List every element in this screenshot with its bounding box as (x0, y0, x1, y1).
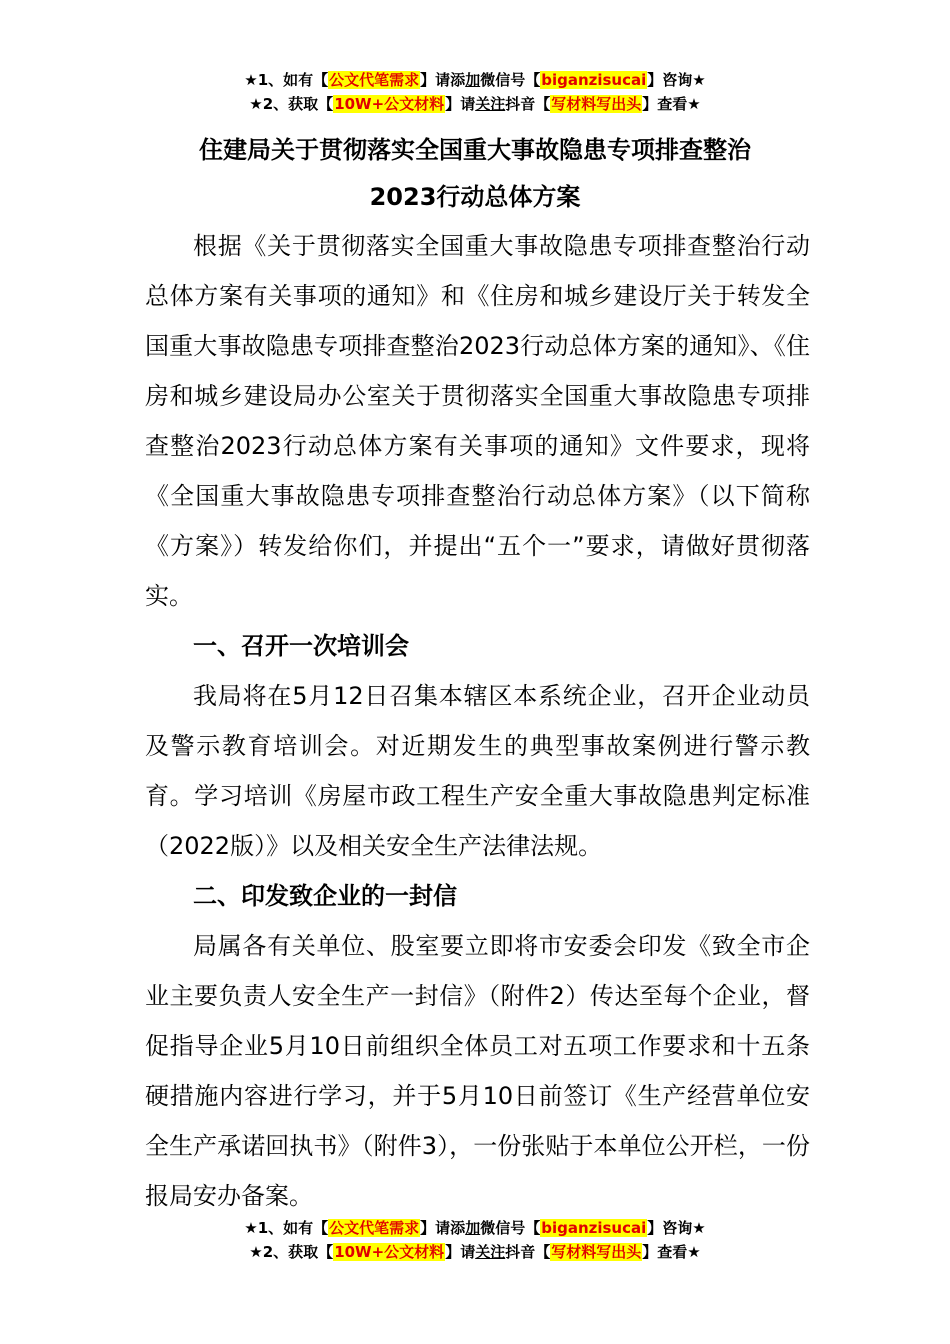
promo-text-underlined: 加 (465, 1219, 481, 1237)
promo-line-1 (0, 68, 950, 92)
document-title-line-1: 住建局关于贯彻落实全国重大事故隐患专项排查整治 (199, 136, 751, 164)
promo-line-2 (0, 1240, 950, 1264)
intro-paragraph: 根据《关于贯彻落实全国重大事故隐患专项排查整治行动总体方案有关事项的通知》和《住房和城乡建设厅关于转发全国重大事故隐患专项排查整治2023行动总体方案的通知》、《住房和城乡建设局办公室关于贯彻落实全国重大事故隐患专项排查整治2023行动总体方案有关事项的通知》文件要求，现将《全国重大事故隐患专项排查整治行动总体方案》（以下简称《方案》）转发给你们，并提出“五个一”要求，请做好贯彻落实。 (145, 232, 810, 610)
promo-text: 】咨询★ (647, 71, 706, 89)
section-1-paragraph: 我局将在5月12日召集本辖区本系统企业，召开企业动员及警示教育培训会。对近期发生的典型事故案例进行警示教育。学习培训《房屋市政工程生产安全重大事故隐患判定标准（2022版）》以及相关安全生产法律法规。 (145, 682, 810, 860)
section-2-paragraph: 局属各有关单位、股室要立即将市安委会印发《致全市企业主要负责人安全生产一封信》（附件2）传达至每个企业，督促指导企业5月10日前组织全体员工对五项工作要求和十五条硬措施内容进行学习，并于5月10日前签订《生产经营单位安全生产承诺回执书》（附件3），一份张贴于本单位公开栏，一份报局安办备案。 (145, 932, 810, 1210)
document-title-line-2: 2023行动总体方案 (369, 183, 581, 211)
promo-text: ★2、获取【 (249, 95, 334, 113)
promo-text: ★1、如有【 (244, 71, 329, 89)
promo-text: 抖音【 (505, 1243, 551, 1261)
promo-banner-top (0, 68, 950, 116)
promo-text: 】请添 (420, 71, 466, 89)
promo-text: ★1、如有【 (244, 1219, 329, 1237)
section-2-heading: 二、印发致企业的一封信 (193, 882, 457, 910)
promo-line-1 (0, 1216, 950, 1240)
promo-banner-bottom (0, 1216, 950, 1264)
promo-text: 】查看★ (642, 95, 701, 113)
promo-highlight-materials: 10W+公文材料 (334, 1243, 445, 1261)
promo-highlight-service: 公文代笔需求 (329, 71, 420, 89)
promo-text: ★2、获取【 (249, 1243, 334, 1261)
promo-text: 】请 (445, 1243, 476, 1261)
promo-highlight-wechat-id: biganzisucai (541, 71, 647, 89)
promo-highlight-wechat-id: biganzisucai (541, 1219, 647, 1237)
promo-text: 抖音【 (505, 95, 551, 113)
promo-highlight-douyin: 写材料写出头 (551, 1243, 642, 1261)
promo-text: 】查看★ (642, 1243, 701, 1261)
promo-text: 】咨询★ (647, 1219, 706, 1237)
promo-line-2 (0, 92, 950, 116)
promo-highlight-douyin: 写材料写出头 (551, 95, 642, 113)
promo-text-underlined: 加 (465, 71, 481, 89)
document-body (145, 221, 810, 1221)
promo-text: 】请添 (420, 1219, 466, 1237)
promo-text-underlined: 关注 (475, 1243, 506, 1261)
promo-text: 微信号【 (480, 71, 541, 89)
promo-highlight-materials: 10W+公文材料 (334, 95, 445, 113)
promo-text: 】请 (445, 95, 476, 113)
promo-highlight-service: 公文代笔需求 (329, 1219, 420, 1237)
section-1-heading: 一、召开一次培训会 (193, 632, 409, 660)
promo-text-underlined: 关注 (475, 95, 506, 113)
promo-text: 微信号【 (480, 1219, 541, 1237)
